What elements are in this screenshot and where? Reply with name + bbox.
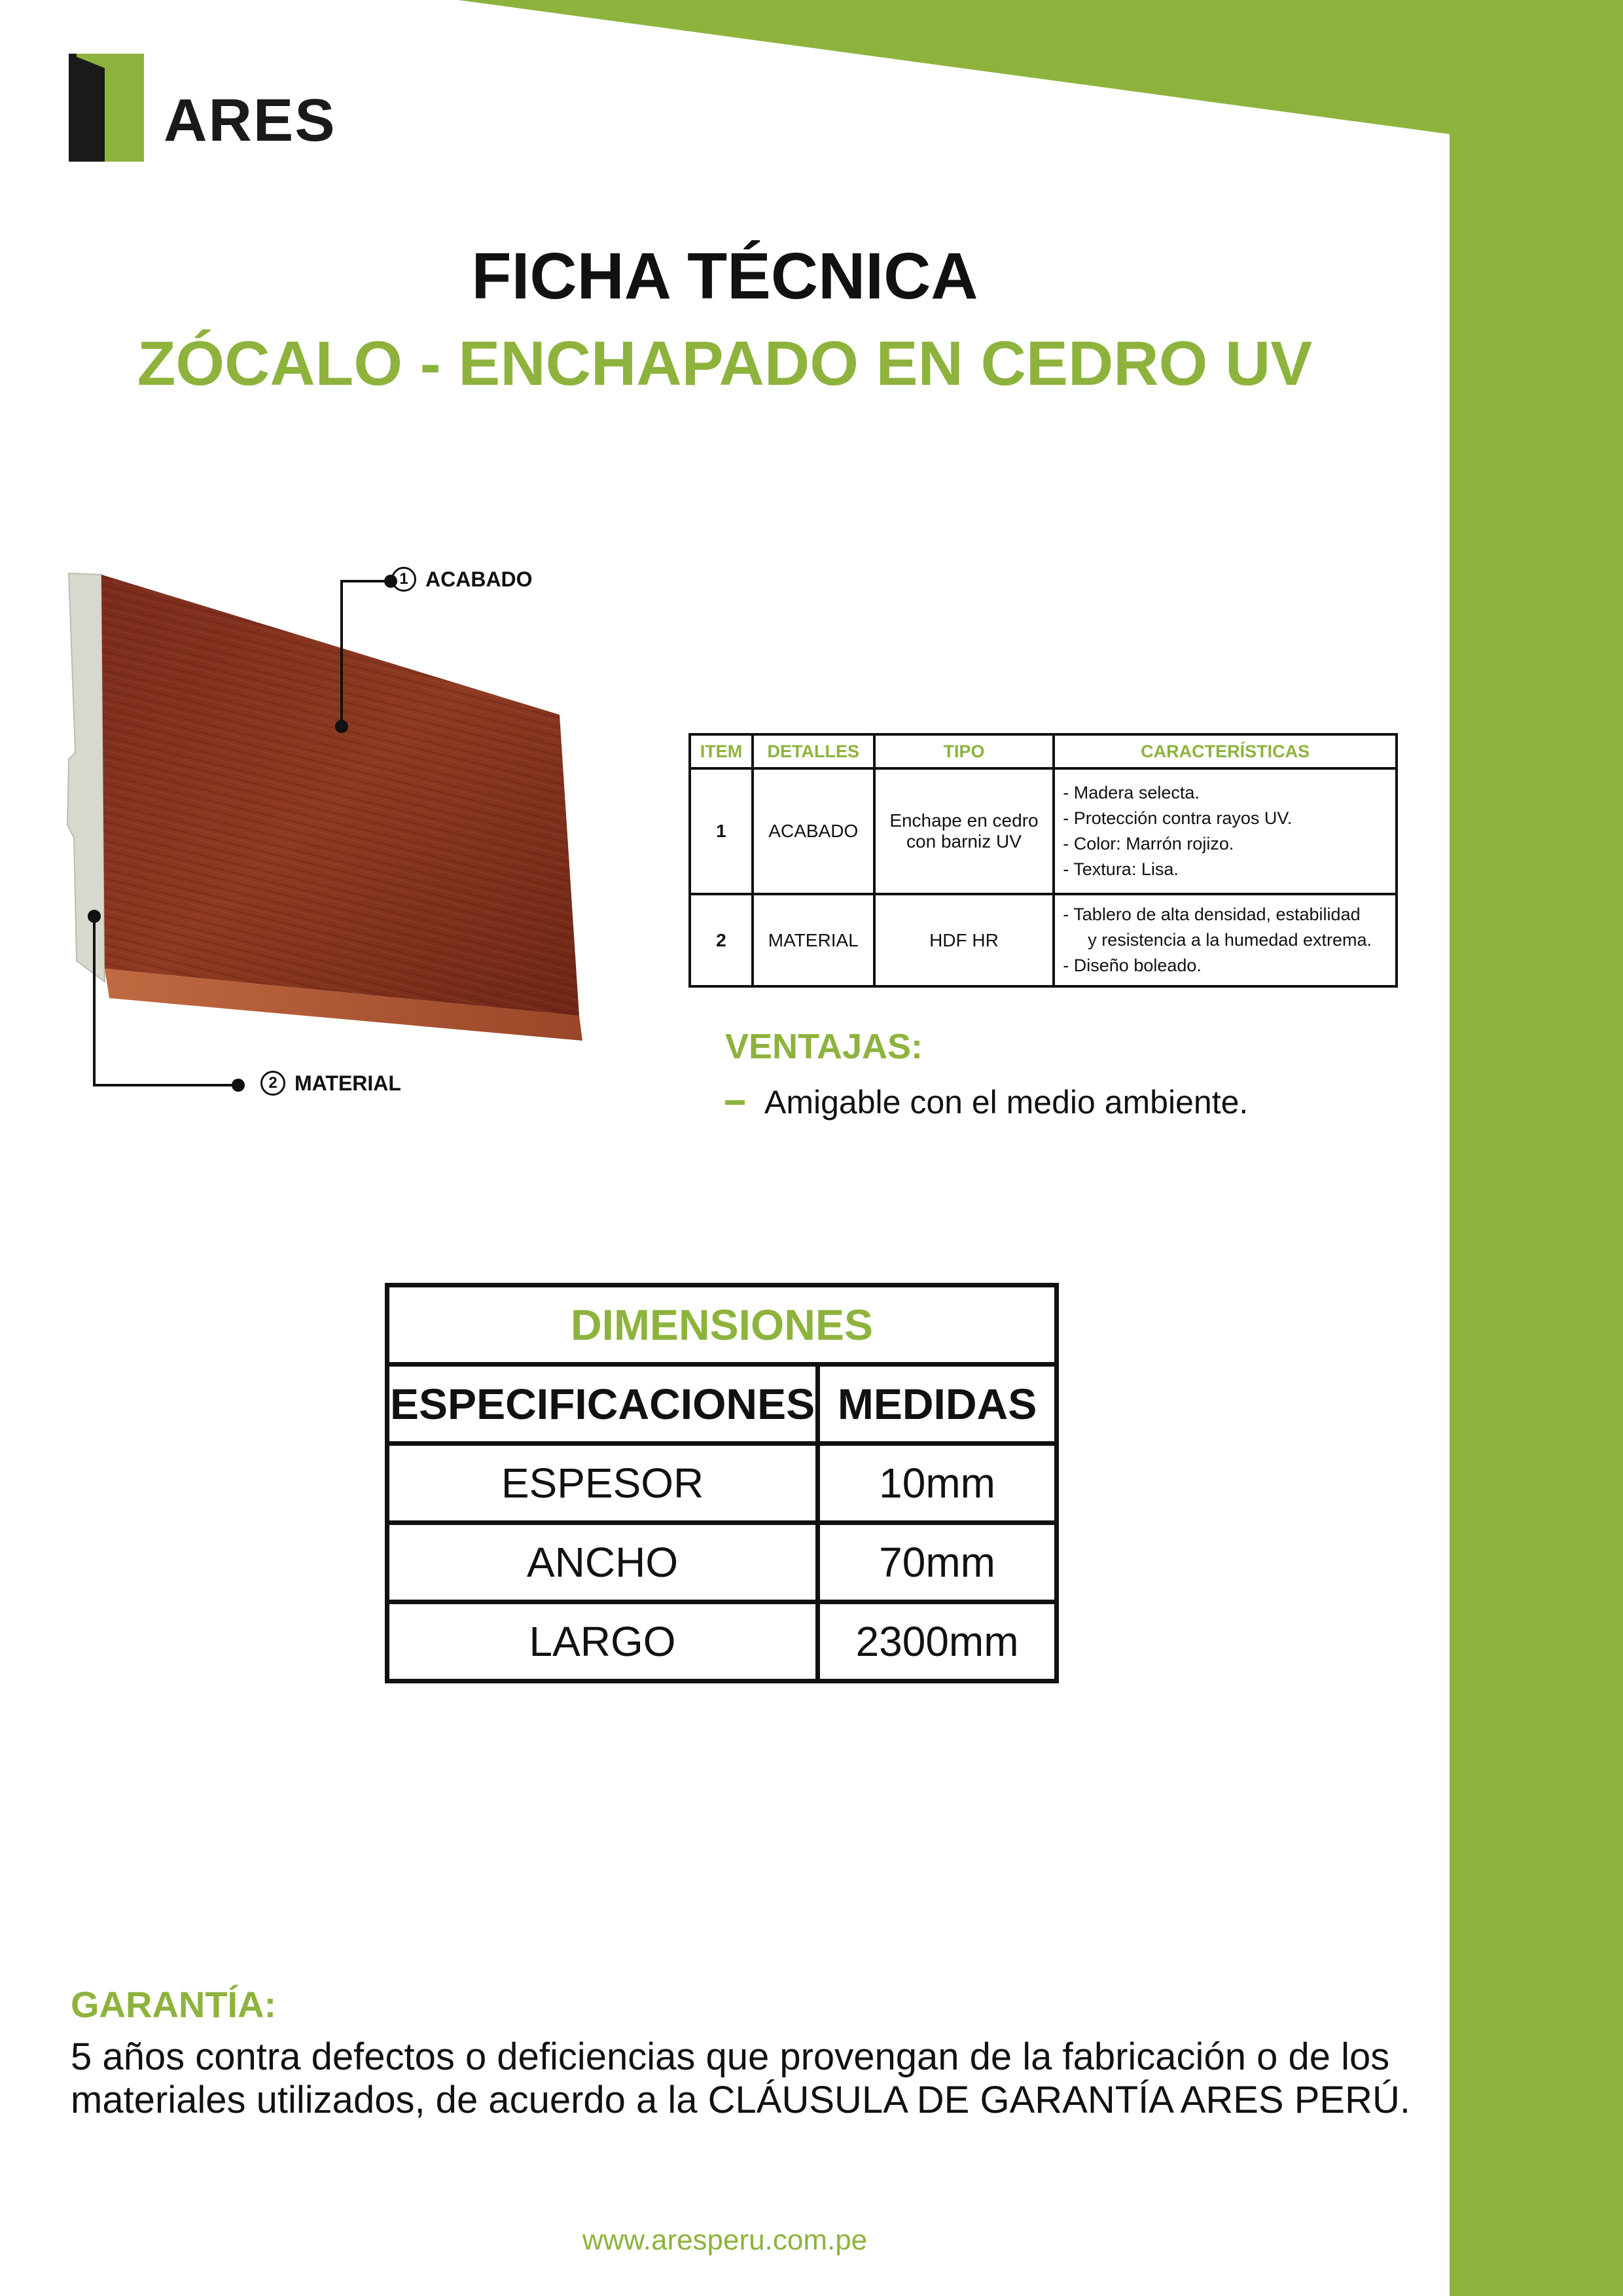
ares-logo-icon [69,54,144,162]
cell-caracteristicas [1054,768,1397,894]
col-header-medidas: MEDIDAS [818,1365,1057,1444]
garantia-heading: GARANTÍA: [71,1984,277,2025]
tipo-line: Enchape en cedro [889,810,1039,831]
col-header-item: ITEM [690,734,753,768]
feature-line: - Tablero de alta densidad, estabilidad [1063,905,1361,924]
cell-detalle: ACABADO [753,768,874,894]
cell-spec: ESPESOR [387,1444,818,1523]
callout-number: 2 [260,1071,285,1096]
cell-caracteristicas [1054,894,1397,986]
dimensions-table [385,1283,1059,1683]
col-header-tipo: TIPO [874,734,1054,768]
ventajas-item [725,1083,1248,1121]
feature-line: - Diseño boleado. [1063,956,1202,976]
spec-table-header [690,734,1397,768]
callout-material [260,1071,401,1096]
ventajas-text: Amigable con el medio ambiente. [764,1084,1249,1121]
feature-line: - Textura: Lisa. [1063,859,1179,880]
cell-spec: ANCHO [387,1523,818,1602]
cell-medida: 2300mm [818,1602,1057,1681]
tipo-line: con barniz UV [906,831,1022,852]
callout-acabado-leader [327,569,399,740]
table-row [387,1444,1057,1523]
ventajas-heading: VENTAJAS: [725,1027,923,1066]
cell-medida: 70mm [818,1523,1057,1602]
dimensions-title: DIMENSIONES [387,1285,1057,1365]
cell-item: 1 [690,768,753,894]
table-row [387,1602,1057,1681]
cell-tipo: HDF HR [874,894,1054,986]
callout-label: ACABADO [425,567,533,591]
table-row [690,768,1397,894]
table-row [387,1523,1057,1602]
cell-medida: 10mm [818,1444,1057,1523]
spec-table [688,733,1398,988]
feature-line: - Protección contra rayos UV. [1063,808,1293,828]
col-header-detalles: DETALLES [753,734,874,768]
ares-logo-text: ARES [164,87,336,154]
col-header-especificaciones: ESPECIFICACIONES [387,1365,818,1444]
cell-tipo [874,768,1054,894]
callout-acabado [391,567,533,592]
footer-website-link[interactable]: www.aresperu.com.pe [582,2224,868,2256]
dash-bullet-icon [725,1100,745,1105]
page-title: FICHA TÉCNICA [471,240,978,313]
feature-line: - Madera selecta. [1063,782,1200,802]
feature-line: y resistencia a la humedad extrema. [1088,930,1372,950]
col-header-caracteristicas: CARACTERÍSTICAS [1054,734,1397,768]
garantia-text: 5 años contra defectos o deficiencias que provengan de la fabricación o de los materiales utilizados, de acuerdo a la CLÁUSULA DE GARANTÍA ARES PERÚ. [71,2036,1410,2121]
feature-line: - Color: Marrón rojizo. [1063,834,1234,853]
callout-number: 1 [391,567,416,592]
table-row [690,894,1397,986]
callout-material-leader [84,910,254,1093]
cell-spec: LARGO [387,1602,818,1681]
callout-label: MATERIAL [294,1071,401,1095]
cell-detalle: MATERIAL [753,894,874,986]
cell-item: 2 [690,894,753,986]
page-subtitle: ZÓCALO - ENCHAPADO EN CEDRO UV [137,329,1313,399]
